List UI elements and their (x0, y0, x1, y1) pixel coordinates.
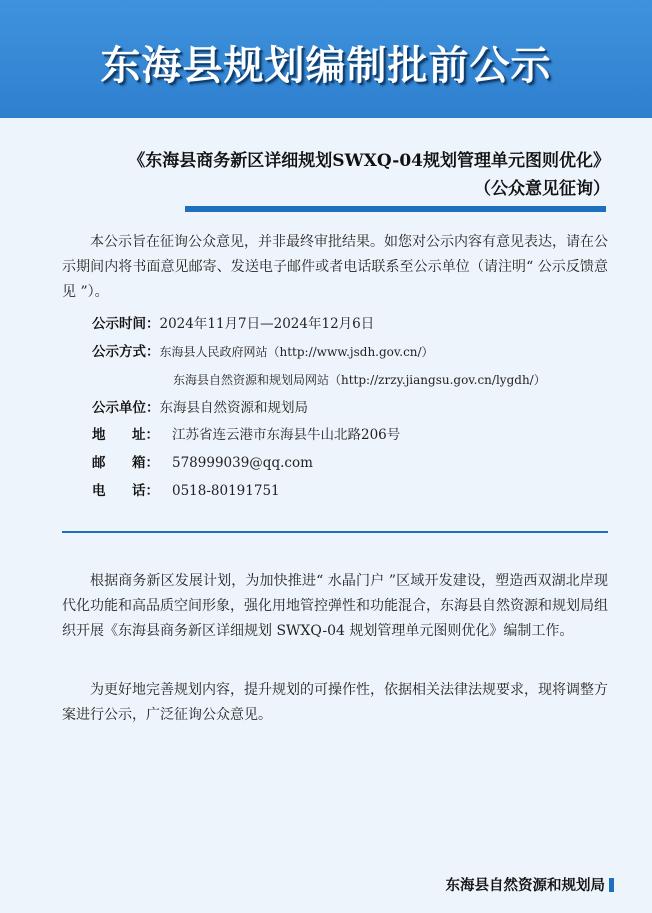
intro-paragraph: 本公示旨在征询公众意见，并非最终审批结果。如您对公示内容有意见表达，请在公示期间内将书面意见邮寄、发送电子邮件或者电话联系至公示单位（请注明“ 公示反馈意见 ”）。 (62, 234, 608, 300)
body-paragraph-1: 根据商务新区发展计划，为加快推进“ 水晶门户 ”区域开发建设，塑造西双湖北岸现代化功能和高品质空间形象，强化用地管控弹性和功能混合，东海县自然资源和规划局组织开展《东海县商务新区详细规划 SWXQ-04 规划管理单元图则优化》编制工作。 (62, 573, 608, 639)
document-title (128, 147, 610, 203)
address-value: 江苏省连云港市东海县牛山北路206号 (172, 427, 401, 443)
section-divider (62, 531, 608, 533)
footer-org (446, 874, 615, 895)
info-row-email (92, 453, 313, 473)
info-row-unit (92, 398, 308, 418)
footer-accent-mark (609, 878, 614, 892)
document-title-line1: 《东海县商务新区详细规划SWXQ-04规划管理单元图则优化》 (128, 151, 610, 171)
period-value: 2024年11月7日—2024年12月6日 (159, 316, 375, 332)
info-row-period (92, 314, 374, 334)
title-underline-bar (185, 206, 606, 212)
document-title-line2: （公众意见征询） (474, 179, 610, 199)
phone-label: 电 话： (92, 483, 159, 499)
email-value: 578999039@qq.com (172, 455, 313, 471)
email-label: 邮 箱： (92, 455, 159, 471)
method-label: 公示方式： (92, 344, 160, 360)
body-paragraph-2: 为更好地完善规划内容，提升规划的可操作性，依据相关法律法规要求，现将调整方案进行公示，广泛征询公众意见。 (62, 682, 608, 723)
unit-value: 东海县自然资源和规划局 (159, 400, 308, 416)
page-title: 东海县规划编制批前公示 (100, 43, 552, 89)
phone-value: 0518-80191751 (172, 483, 280, 499)
method-value-bureau-site: 东海县自然资源和规划局网站（http://zrzy.jiangsu.gov.cn/lygdh/） (173, 373, 546, 387)
method-value-gov-site: 东海县人民政府网站（http://www.jsdh.gov.cn/） (159, 345, 434, 359)
info-row-method (92, 342, 434, 362)
address-label: 地 址： (92, 427, 159, 443)
header-banner (0, 0, 652, 118)
period-label: 公示时间： (92, 316, 160, 332)
info-row-address (92, 425, 400, 445)
info-row-phone (92, 481, 280, 501)
unit-label: 公示单位： (92, 400, 160, 416)
footer-org-name: 东海县自然资源和规划局 (445, 878, 605, 894)
